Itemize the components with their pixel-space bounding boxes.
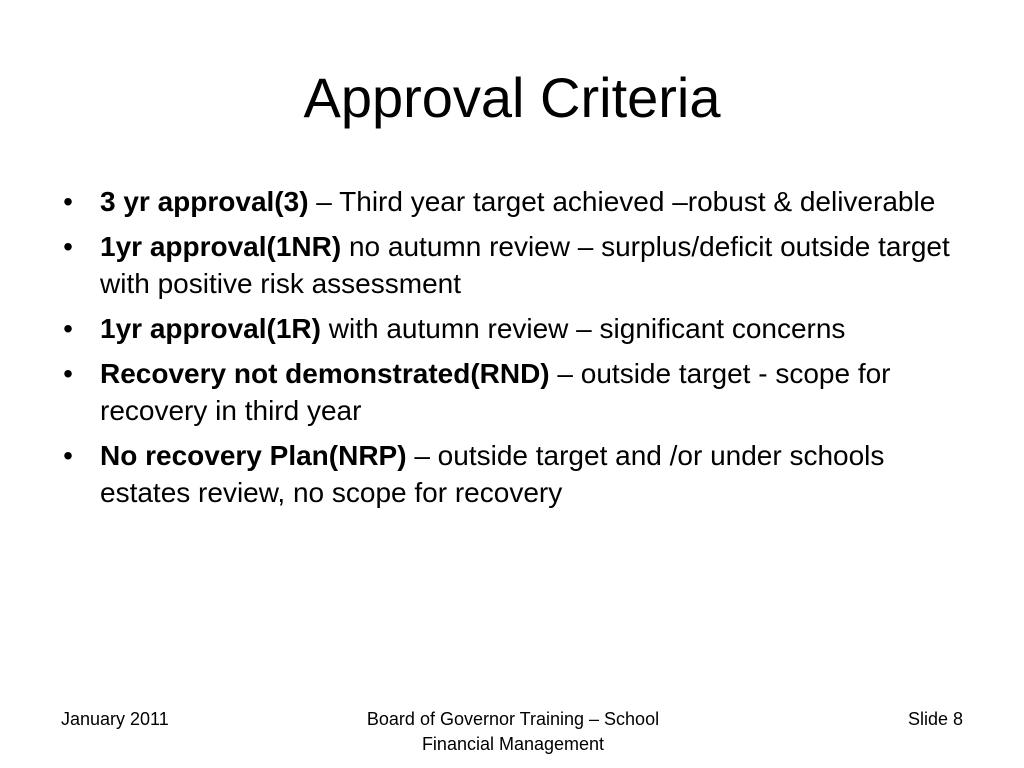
slide-number: Slide 8 [907,709,963,729]
bullet-point: • [63,313,73,344]
criterion-description: with autumn review – significant concerns [320,313,846,344]
footer-title-line-2: Financial Management [421,734,605,754]
bullet-point: • [63,440,73,471]
criterion-label: Recovery not demonstrated(RND) [100,358,550,389]
criterion-label: 3 yr approval(3) [100,186,309,217]
criterion-description: – Third year target achieved –robust & deliverable [308,186,936,217]
criterion-label: 1yr approval(1R) [100,313,321,344]
criterion-3yr-approval [58,183,958,220]
approval-criteria-list [58,183,958,519]
criterion-1yr-no-review [58,228,958,302]
footer-title-line-1: Board of Governor Training – School [366,709,660,729]
footer-date: January 2011 [61,709,169,729]
bullet-point: • [63,231,73,262]
criterion-recovery-not-demonstrated [58,355,958,429]
bullet-point: • [63,358,73,389]
criterion-description: – outside target - scope for recovery in third year [100,358,891,426]
bullet-point: • [63,186,73,217]
criterion-description: – outside target and /or under schools estates review, no scope for recovery [100,440,885,508]
criterion-label: No recovery Plan(NRP) [100,440,407,471]
criterion-1yr-review [58,310,958,347]
slide-title: Approval Criteria [303,66,721,129]
criterion-no-recovery-plan [58,437,958,511]
criterion-label: 1yr approval(1NR) [100,231,342,262]
criterion-description: no autumn review – surplus/deficit outside target with positive risk assessment [100,231,950,299]
footer-presentation-title [328,707,698,757]
